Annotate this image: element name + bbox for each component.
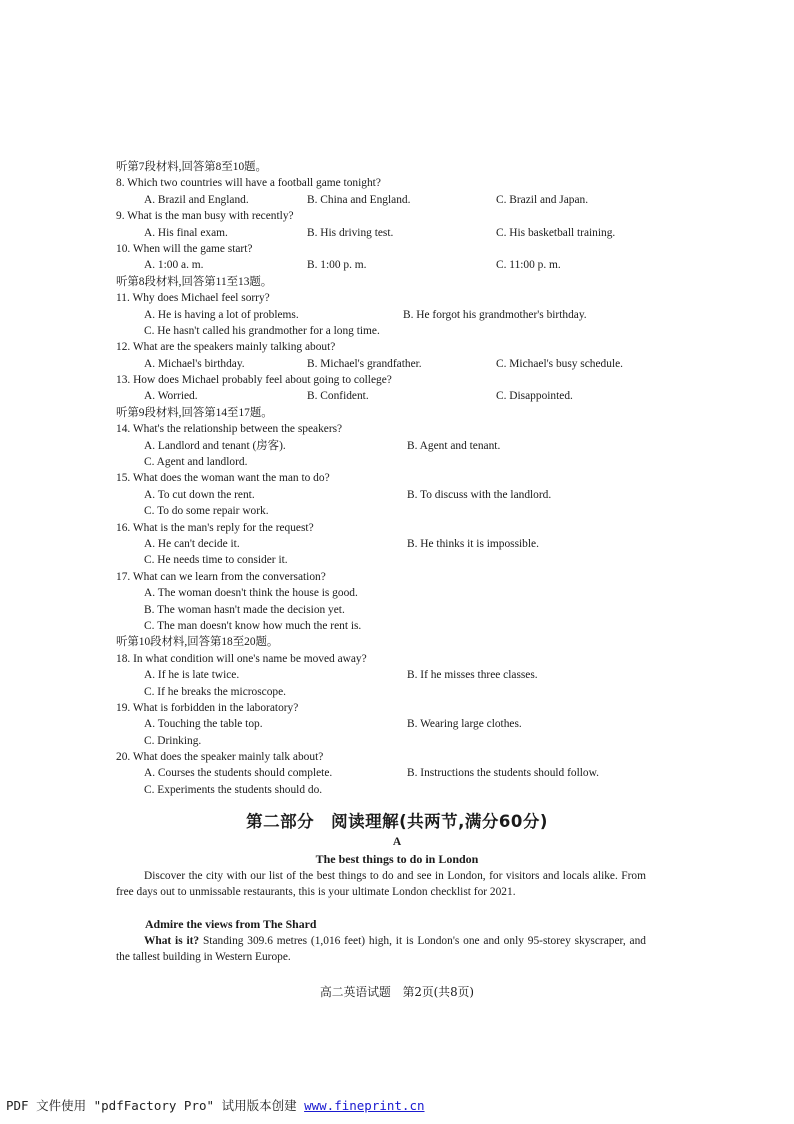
answer-options: [116, 618, 646, 634]
answer-options: [116, 388, 646, 404]
fineprint-link[interactable]: www.fineprint.cn: [304, 1098, 425, 1113]
option-b: B. He forgot his grandmother's birthday.: [403, 308, 587, 321]
answer-options: [116, 667, 646, 683]
article-title: The best things to do in London: [315, 852, 479, 866]
answer-options: [116, 192, 646, 208]
listening-instruction: 听第9段材料,回答第14至17题。: [116, 406, 273, 419]
option-a: A. His final exam.: [144, 226, 228, 239]
subheading-shard: Admire the views from The Shard: [145, 917, 317, 931]
listening-instruction: 听第10段材料,回答第18至20题。: [116, 636, 279, 649]
answer-options: [116, 487, 646, 503]
answer-options: [116, 438, 646, 454]
question-stem: 10. When will the game start?: [116, 242, 253, 255]
question-stem: 20. What does the speaker mainly talk about?: [116, 751, 324, 764]
option-line: C. He needs time to consider it.: [144, 554, 288, 567]
question-stem: 13. How does Michael probably feel about going to college?: [116, 374, 392, 387]
answer-options: [116, 356, 646, 372]
question-stem: 17. What can we learn from the conversation?: [116, 570, 326, 583]
question-stem: 18. In what condition will one's name be moved away?: [116, 652, 367, 665]
listening-section: [116, 159, 646, 798]
answer-options: [116, 225, 646, 241]
question-stem: 15. What does the woman want the man to do?: [116, 472, 330, 485]
option-b: B. Wearing large clothes.: [407, 718, 522, 731]
answer-options: [116, 257, 646, 273]
intro-paragraph: [116, 868, 646, 901]
option-line: C. Agent and landlord.: [144, 456, 248, 469]
answer-options: [116, 684, 646, 700]
option-a: A. 1:00 a. m.: [144, 259, 204, 272]
question-stem: 11. Why does Michael feel sorry?: [116, 292, 270, 305]
option-line: C. To do some repair work.: [144, 505, 269, 518]
answer-options: [116, 503, 646, 519]
option-a: A. To cut down the rent.: [144, 488, 255, 501]
option-a: A. If he is late twice.: [144, 669, 240, 682]
option-line: B. The woman hasn't made the decision yet.: [144, 603, 345, 616]
option-line: C. The man doesn't know how much the rent is.: [144, 619, 362, 632]
option-line: C. Drinking.: [144, 734, 202, 747]
answer-options: [116, 782, 646, 798]
option-c: C. His basketball training.: [496, 226, 616, 239]
option-b: B. Instructions the students should follow.: [407, 767, 599, 780]
option-a: A. Worried.: [144, 390, 198, 403]
intro-text: Discover the city with our list of the best things to do and see in London, for visitors and locals alike. From free days out to unmissable restaurants, this is your ultimate London checklist for 2021.: [116, 870, 646, 899]
answer-options: [116, 585, 646, 601]
answer-options: [116, 765, 646, 781]
what-text: Standing 309.6 metres (1,016 feet) high, it is London's one and only 95-storey skyscraper, and the tallest building in Western Europe.: [116, 935, 646, 964]
page-footer: 高二英语试题 第2页(共8页): [320, 985, 474, 999]
option-a: A. He is having a lot of problems.: [144, 308, 299, 321]
option-a: A. He can't decide it.: [144, 537, 240, 550]
section-letter: A: [392, 836, 402, 848]
option-a: A. Touching the table top.: [144, 718, 263, 731]
option-b: B. Agent and tenant.: [407, 439, 501, 452]
question-stem: 12. What are the speakers mainly talking about?: [116, 341, 336, 354]
answer-options: [116, 307, 646, 323]
question-stem: 9. What is the man busy with recently?: [116, 210, 294, 223]
answer-options: [116, 454, 646, 470]
answer-options: [116, 733, 646, 749]
question-stem: 19. What is forbidden in the laboratory?: [116, 701, 299, 714]
question-stem: 8. Which two countries will have a football game tonight?: [116, 177, 381, 190]
option-b: B. If he misses three classes.: [407, 669, 538, 682]
answer-options: [116, 716, 646, 732]
option-b: B. Confident.: [307, 390, 369, 403]
option-a: A. Brazil and England.: [144, 193, 249, 206]
option-line: C. Experiments the students should do.: [144, 783, 323, 796]
what-paragraph: [116, 933, 646, 966]
part-two-title: 第二部分 阅读理解(共两节,满分60分): [246, 812, 548, 831]
option-c: C. Brazil and Japan.: [496, 193, 589, 206]
option-a: A. Michael's birthday.: [144, 357, 245, 370]
option-c: C. Disappointed.: [496, 390, 573, 403]
question-stem: 14. What's the relationship between the speakers?: [116, 423, 343, 436]
pdf-watermark-note: [6, 1096, 425, 1114]
option-b: B. Michael's grandfather.: [307, 357, 422, 370]
what-label: What is it?: [144, 935, 200, 947]
option-line: C. If he breaks the microscope.: [144, 685, 287, 698]
question-stem: 16. What is the man's reply for the request?: [116, 521, 314, 534]
option-b: B. 1:00 p. m.: [307, 259, 367, 272]
listening-instruction: 听第8段材料,回答第11至13题。: [116, 275, 273, 288]
option-b: B. China and England.: [307, 193, 411, 206]
option-c: C. 11:00 p. m.: [496, 259, 561, 272]
option-a: A. Landlord and tenant (房客).: [144, 439, 286, 452]
pdf-note-text: PDF 文件使用 "pdfFactory Pro" 试用版本创建: [6, 1098, 305, 1113]
answer-options: [116, 602, 646, 618]
option-a: A. Courses the students should complete.: [144, 767, 333, 780]
option-c: C. Michael's busy schedule.: [496, 357, 624, 370]
listening-instruction: 听第7段材料,回答第8至10题。: [116, 161, 267, 173]
option-line: A. The woman doesn't think the house is good.: [144, 587, 358, 600]
option-b: B. To discuss with the landlord.: [407, 488, 552, 501]
option-b: B. He thinks it is impossible.: [407, 537, 539, 550]
answer-options: [116, 323, 646, 339]
answer-options: [116, 536, 646, 552]
option-line: C. He hasn't called his grandmother for a long time.: [144, 324, 380, 337]
answer-options: [116, 552, 646, 568]
option-b: B. His driving test.: [307, 226, 394, 239]
